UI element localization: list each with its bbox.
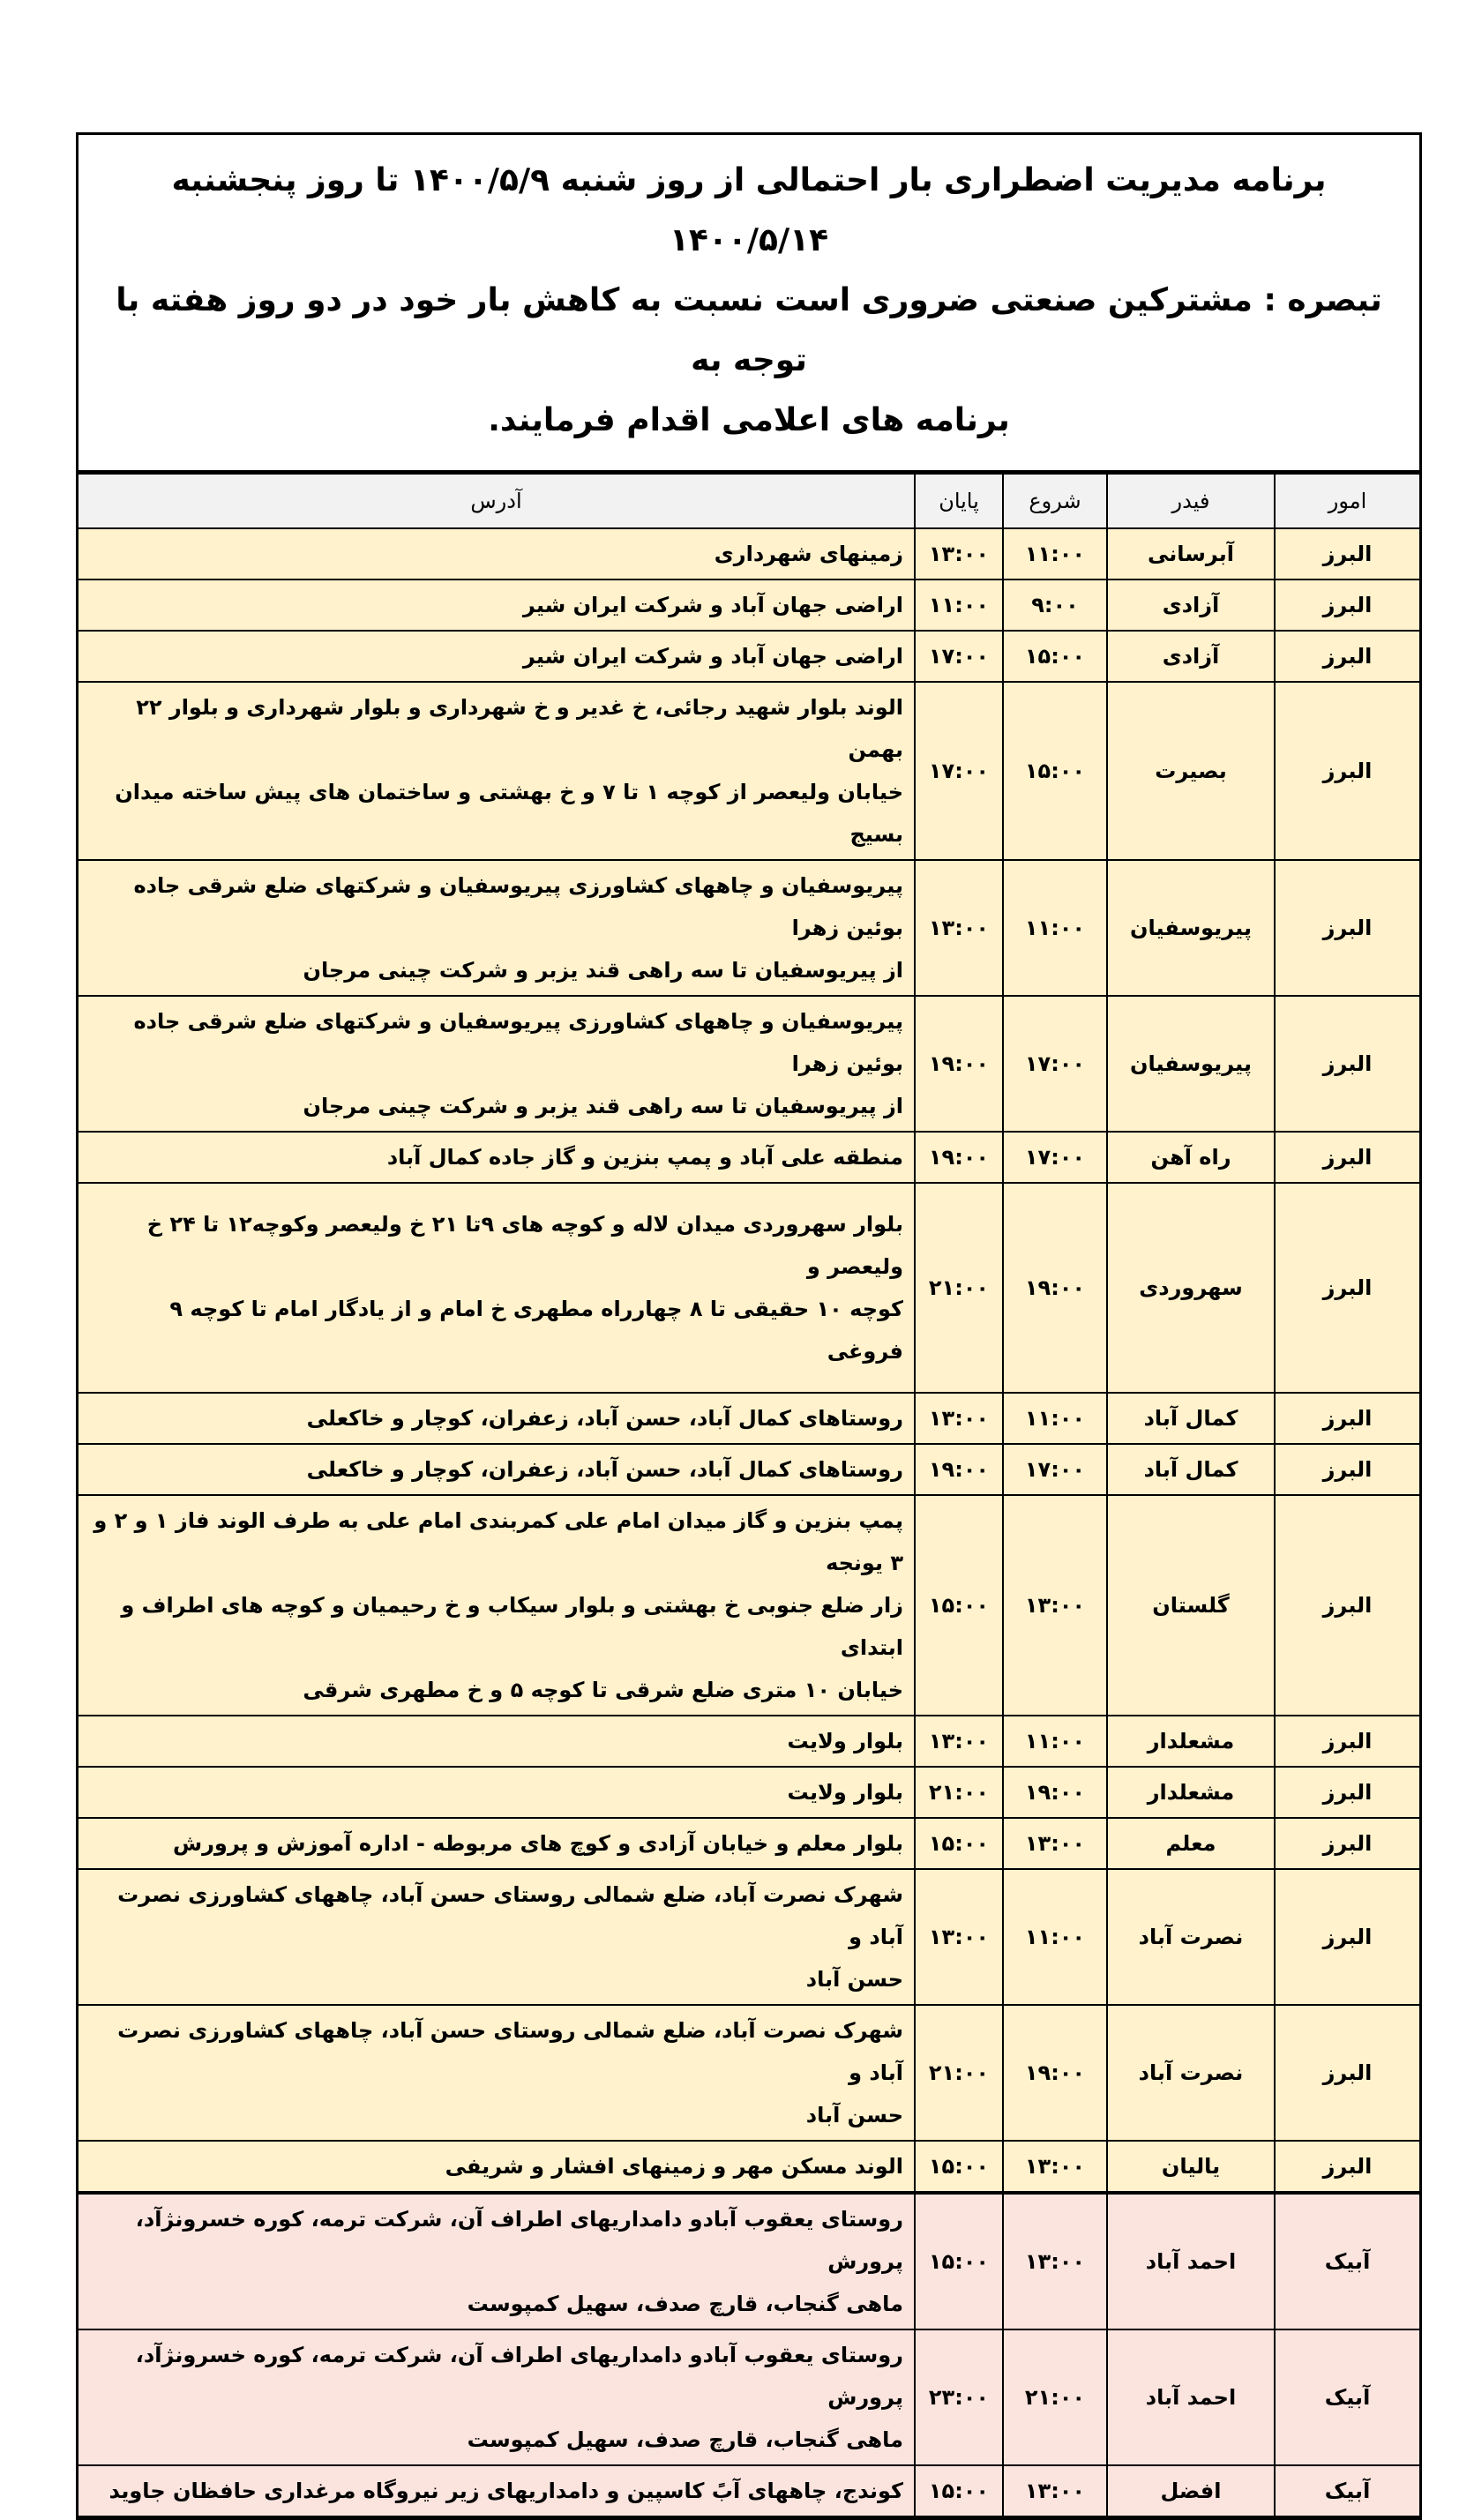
cell-start: ۱۹:۰۰ xyxy=(1003,1183,1107,1393)
table-row xyxy=(79,2465,1419,2516)
cell-feeder: کمال آباد xyxy=(1107,1444,1275,1495)
table-row xyxy=(79,996,1419,1132)
table-row xyxy=(79,1767,1419,1818)
cell-start: ۱۹:۰۰ xyxy=(1003,1767,1107,1818)
cell-end: ۲۱:۰۰ xyxy=(915,1183,1003,1393)
cell-address xyxy=(79,1818,915,1869)
cell-feeder: پیریوسفیان xyxy=(1107,996,1275,1132)
address-line: شهرک نصرت آباد، ضلع شمالی روستای حسن آباد، چاههای کشاورزی نصرت آباد و xyxy=(117,1882,903,1949)
table-row xyxy=(79,2005,1419,2141)
cell-end: ۲۳:۰۰ xyxy=(915,2329,1003,2465)
cell-address xyxy=(79,1444,915,1495)
table-row xyxy=(79,1132,1419,1183)
cell-address xyxy=(79,528,915,580)
cell-end: ۱۵:۰۰ xyxy=(915,1818,1003,1869)
address-line: منطقه علی آباد و پمپ بنزین و گاز جاده کمال آباد xyxy=(386,1145,903,1170)
cell-feeder: مشعلدار xyxy=(1107,1716,1275,1767)
address-line: خیابان ۱۰ متری ضلع شرقی تا کوچه ۵ و خ مطهری شرقی xyxy=(303,1678,903,1702)
cell-address xyxy=(79,1132,915,1183)
cell-start: ۲۱:۰۰ xyxy=(1003,2329,1107,2465)
table-body xyxy=(79,528,1419,2516)
cell-address xyxy=(79,1716,915,1767)
address-line: پمپ بنزین و گاز میدان امام علی کمربندی امام علی به طرف الوند فاز ۱ و ۲ و ۳ یونجه xyxy=(94,1508,903,1575)
cell-end: ۲۱:۰۰ xyxy=(915,1767,1003,1818)
cell-start: ۱۵:۰۰ xyxy=(1003,682,1107,860)
address-line: کوندج، چاههای آبً کاسپین و دامداریهای زیر نیروگاه مرغداری حافظان جاوید xyxy=(108,2479,903,2503)
address-line: حسن آباد xyxy=(805,1967,903,1992)
cell-address xyxy=(79,1495,915,1716)
cell-feeder: بصیرت xyxy=(1107,682,1275,860)
cell-start: ۱۱:۰۰ xyxy=(1003,1393,1107,1444)
table-row xyxy=(79,2329,1419,2465)
cell-start: ۱۱:۰۰ xyxy=(1003,528,1107,580)
cell-feeder: نصرت آباد xyxy=(1107,1869,1275,2005)
header-end: پایان xyxy=(915,474,1003,528)
table-row xyxy=(79,2141,1419,2193)
cell-address xyxy=(79,2329,915,2465)
table-row xyxy=(79,528,1419,580)
cell-umur: البرز xyxy=(1275,2141,1419,2193)
cell-address xyxy=(79,996,915,1132)
header-start: شروع xyxy=(1003,474,1107,528)
table-row xyxy=(79,1716,1419,1767)
address-line: اراضی جهان آباد و شرکت ایران شیر xyxy=(522,593,903,617)
cell-umur: البرز xyxy=(1275,580,1419,631)
cell-umur: البرز xyxy=(1275,631,1419,682)
cell-start: ۱۹:۰۰ xyxy=(1003,2005,1107,2141)
cell-start: ۱۷:۰۰ xyxy=(1003,1444,1107,1495)
cell-address xyxy=(79,1393,915,1444)
cell-end: ۱۳:۰۰ xyxy=(915,1869,1003,2005)
cell-end: ۱۹:۰۰ xyxy=(915,1444,1003,1495)
cell-start: ۱۷:۰۰ xyxy=(1003,1132,1107,1183)
cell-umur: البرز xyxy=(1275,1495,1419,1716)
title-box xyxy=(79,135,1419,473)
cell-address xyxy=(79,2141,915,2193)
cell-end: ۱۹:۰۰ xyxy=(915,1132,1003,1183)
address-line: بلوار ولایت xyxy=(787,1780,903,1805)
address-line: بلوار معلم و خیابان آزادی و کوچ های مربوطه - اداره آموزش و پرورش xyxy=(172,1831,903,1856)
address-line: پیریوسفیان و چاههای کشاورزی پیریوسفیان و شرکتهای ضلع شرقی جاده بوئین زهرا xyxy=(133,873,903,940)
cell-feeder: آبرسانی xyxy=(1107,528,1275,580)
address-line: حسن آباد xyxy=(805,2103,903,2127)
address-line: روستاهای کمال آباد، حسن آباد، زعفران، کوچار و خاکعلی xyxy=(306,1457,903,1482)
cell-feeder: پیریوسفیان xyxy=(1107,860,1275,996)
cell-end: ۱۵:۰۰ xyxy=(915,2141,1003,2193)
table-row xyxy=(79,682,1419,860)
cell-end: ۱۵:۰۰ xyxy=(915,2193,1003,2329)
cell-umur: البرز xyxy=(1275,1818,1419,1869)
header-row xyxy=(79,474,1419,528)
cell-umur: البرز xyxy=(1275,528,1419,580)
cell-start: ۱۱:۰۰ xyxy=(1003,1716,1107,1767)
address-line: زار ضلع جنوبی خ بهشتی و بلوار سیکاب و خ رحیمیان و کوچه های اطراف و ابتدای xyxy=(121,1593,903,1660)
address-line: از پیریوسفیان تا سه راهی قند یزبر و شرکت چینی مرجان xyxy=(303,1094,903,1118)
table-row xyxy=(79,1495,1419,1716)
cell-start: ۹:۰۰ xyxy=(1003,580,1107,631)
cell-feeder: سهروردی xyxy=(1107,1183,1275,1393)
cell-start: ۱۱:۰۰ xyxy=(1003,860,1107,996)
cell-end: ۱۷:۰۰ xyxy=(915,682,1003,860)
address-line: خیابان ولیعصر از کوچه ۱ تا ۷ و خ بهشتی و ساختمان های پیش ساخته میدان بسیج xyxy=(115,780,903,847)
cell-umur: البرز xyxy=(1275,1183,1419,1393)
cell-feeder: نصرت آباد xyxy=(1107,2005,1275,2141)
table-row xyxy=(79,631,1419,682)
cell-address xyxy=(79,1183,915,1393)
cell-feeder: افضل xyxy=(1107,2465,1275,2516)
cell-start: ۱۳:۰۰ xyxy=(1003,2465,1107,2516)
cell-feeder: راه آهن xyxy=(1107,1132,1275,1183)
cell-start: ۱۳:۰۰ xyxy=(1003,2193,1107,2329)
cell-umur: البرز xyxy=(1275,1716,1419,1767)
cell-end: ۱۳:۰۰ xyxy=(915,1716,1003,1767)
cell-feeder: آزادی xyxy=(1107,631,1275,682)
table-row xyxy=(79,2193,1419,2329)
cell-address xyxy=(79,1869,915,2005)
address-line: پیریوسفیان و چاههای کشاورزی پیریوسفیان و شرکتهای ضلع شرقی جاده بوئین زهرا xyxy=(133,1009,903,1076)
cell-end: ۱۱:۰۰ xyxy=(915,580,1003,631)
cell-end: ۱۳:۰۰ xyxy=(915,528,1003,580)
cell-feeder: مشعلدار xyxy=(1107,1767,1275,1818)
table-row xyxy=(79,1869,1419,2005)
cell-umur: البرز xyxy=(1275,682,1419,860)
cell-feeder: احمد آباد xyxy=(1107,2329,1275,2465)
address-line: ماهی گنجاب، قارچ صدف، سهیل کمپوست xyxy=(467,2292,903,2316)
cell-end: ۱۹:۰۰ xyxy=(915,996,1003,1132)
address-line: کوچه ۱۰ حقیقی تا ۸ چهارراه مطهری خ امام و از یادگار امام تا کوچه ۹ فروغی xyxy=(169,1297,903,1364)
address-line: روستای یعقوب آبادو دامداریهای اطراف آن، شرکت ترمه، کوره خسرونژآد، پرورش xyxy=(135,2207,903,2274)
address-line: ماهی گنجاب، قارچ صدف، سهیل کمپوست xyxy=(467,2427,903,2452)
table-row xyxy=(79,1393,1419,1444)
cell-end: ۱۵:۰۰ xyxy=(915,2465,1003,2516)
cell-feeder: آزادی xyxy=(1107,580,1275,631)
header-feeder: فیدر xyxy=(1107,474,1275,528)
cell-umur: البرز xyxy=(1275,2005,1419,2141)
cell-address xyxy=(79,631,915,682)
schedule-sheet xyxy=(76,132,1422,2520)
cell-end: ۱۳:۰۰ xyxy=(915,1393,1003,1444)
cell-feeder: کمال آباد xyxy=(1107,1393,1275,1444)
table-row xyxy=(79,1183,1419,1393)
cell-umur: آبیک xyxy=(1275,2329,1419,2465)
cell-address xyxy=(79,2005,915,2141)
cell-umur: آبیک xyxy=(1275,2193,1419,2329)
address-line: بلوار ولایت xyxy=(787,1729,903,1754)
cell-address xyxy=(79,682,915,860)
cell-end: ۱۷:۰۰ xyxy=(915,631,1003,682)
table-row xyxy=(79,860,1419,996)
cell-start: ۱۳:۰۰ xyxy=(1003,2141,1107,2193)
cell-umur: البرز xyxy=(1275,860,1419,996)
address-line: روستای یعقوب آبادو دامداریهای اطراف آن، شرکت ترمه، کوره خسرونژآد، پرورش xyxy=(135,2343,903,2410)
cell-start: ۱۳:۰۰ xyxy=(1003,1818,1107,1869)
address-line: روستاهای کمال آباد، حسن آباد، زعفران، کوچار و خاکعلی xyxy=(306,1406,903,1431)
header-address: آدرس xyxy=(79,474,915,528)
cell-start: ۱۱:۰۰ xyxy=(1003,1869,1107,2005)
cell-feeder: معلم xyxy=(1107,1818,1275,1869)
address-line: بلوار سهروردی میدان لاله و کوچه های ۹تا ۲۱ خ ولیعصر وکوچه۱۲ تا ۲۴ خ ولیعصر و xyxy=(146,1212,903,1279)
cell-address xyxy=(79,2465,915,2516)
cell-umur: البرز xyxy=(1275,1393,1419,1444)
cell-feeder: گلستان xyxy=(1107,1495,1275,1716)
address-line: الوند بلوار شهید رجائی، خ غدیر و خ شهرداری و بلوار شهرداری و بلوار ۲۲ بهمن xyxy=(136,695,903,762)
address-line: اراضی جهان آباد و شرکت ایران شیر xyxy=(522,644,903,669)
cell-umur: البرز xyxy=(1275,996,1419,1132)
cell-start: ۱۵:۰۰ xyxy=(1003,631,1107,682)
cell-umur: البرز xyxy=(1275,1869,1419,2005)
table-row xyxy=(79,1818,1419,1869)
cell-end: ۱۵:۰۰ xyxy=(915,1495,1003,1716)
cell-feeder: احمد آباد xyxy=(1107,2193,1275,2329)
cell-umur: آبیک xyxy=(1275,2465,1419,2516)
cell-end: ۲۱:۰۰ xyxy=(915,2005,1003,2141)
table-row xyxy=(79,580,1419,631)
schedule-table xyxy=(79,473,1419,2517)
table-row xyxy=(79,1444,1419,1495)
address-line: شهرک نصرت آباد، ضلع شمالی روستای حسن آباد، چاههای کشاورزی نصرت آباد و xyxy=(117,2018,903,2085)
cell-umur: البرز xyxy=(1275,1767,1419,1818)
cell-umur: البرز xyxy=(1275,1444,1419,1495)
cell-umur: البرز xyxy=(1275,1132,1419,1183)
cell-start: ۱۳:۰۰ xyxy=(1003,1495,1107,1716)
cell-address xyxy=(79,2193,915,2329)
cell-address xyxy=(79,1767,915,1818)
title-line-3: برنامه های اعلامی اقدام فرمایند. xyxy=(488,402,1010,438)
cell-address xyxy=(79,860,915,996)
cell-end: ۱۳:۰۰ xyxy=(915,860,1003,996)
address-line: زمینهای شهرداری xyxy=(714,542,903,566)
cell-feeder: یالیان xyxy=(1107,2141,1275,2193)
title-line-2: تبصره : مشترکین صنعتی ضروری است نسبت به کاهش بار خود در دو روز هفته با توجه به xyxy=(116,282,1382,378)
title-line-1: برنامه مدیریت اضطراری بار احتمالی از روز شنبه ۱۴۰۰/۵/۹ تا روز پنجشنبه ۱۴۰۰/۵/۱۴ xyxy=(171,162,1327,258)
cell-address xyxy=(79,580,915,631)
address-line: الوند مسکن مهر و زمینهای افشار و شریفی xyxy=(445,2154,903,2179)
cell-start: ۱۷:۰۰ xyxy=(1003,996,1107,1132)
header-umur: امور xyxy=(1275,474,1419,528)
address-line: از پیریوسفیان تا سه راهی قند یزبر و شرکت چینی مرجان xyxy=(303,958,903,983)
